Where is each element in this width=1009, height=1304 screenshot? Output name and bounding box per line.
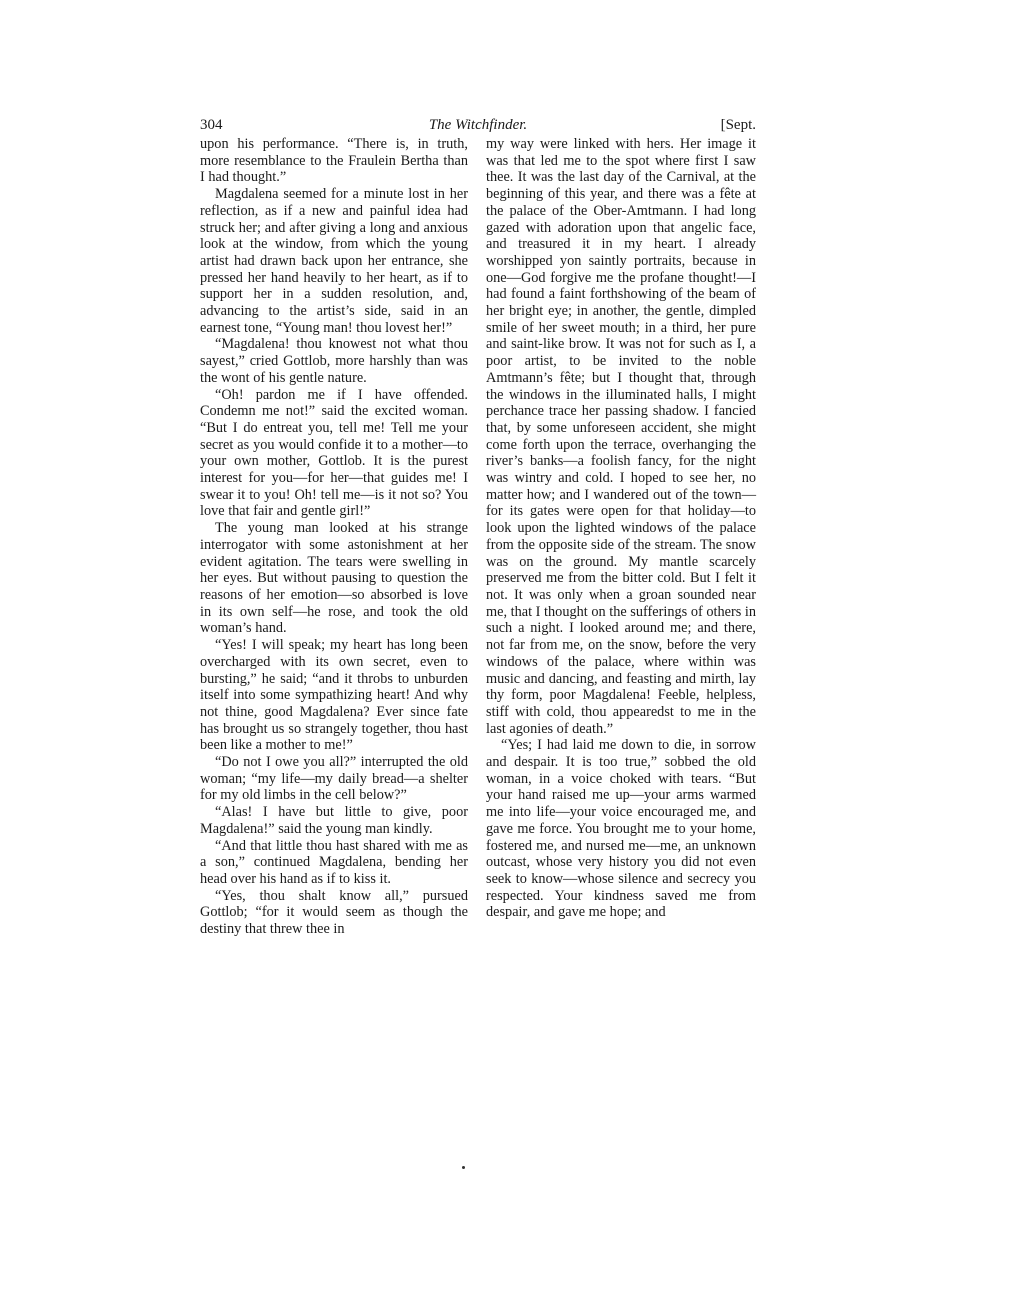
- paragraph: Magdalena seemed for a minute lost in her reflection, as if a new and painful idea had struck her; and after giving a long and anxious look at the window, from which the young artist had drawn back upon her entrance, she pressed her hand heavily to her heart, as if to support her in a sudden resolution, and, advancing to the artist’s side, said in an earnest tone, “Young man! thou lovest her!”: [200, 186, 468, 336]
- paragraph: “Do not I owe you all?” interrupted the old woman; “my life—my daily bread—a shelter for my old limbs in the cell below?”: [200, 754, 468, 804]
- paragraph: “Yes! I will speak; my heart has long been overcharged with its own secret, even to bursting,” he said; “and it throbs to unburden itself into some sympathizing heart! And why not thine, good Magdalena? Ever since fate has brought us so strangely together, thou hast been like a mother to me!”: [200, 637, 468, 754]
- paragraph: “Alas! I have but little to give, poor Magdalena!” said the young man kindly.: [200, 804, 468, 837]
- paragraph: “Yes; I had laid me down to die, in sorrow and despair. It is too true,” sobbed the old woman, in a voice choked with tears. “But your hand raised me up—your arms warmed me into life—your voice encouraged me, and gave me force. You brought me to your home, fostered me, and nursed me—me, an unknown outcast, whose very history you did not even seek to know—whose silence and secrecy you respected. Your kindness saved me from despair, and gave me hope; and: [486, 737, 756, 921]
- paragraph: my way were linked with hers. Her image it was that led me to the spot where first I saw thee. It was the last day of the Carnival, at the beginning of this year, and there was a fête at the palace of the Ober-Amtmann. I had long gazed with adoration upon that angelic face, and treasured it in my heart. I already worshipped yon saintly portraits, because in one—God forgive me the profane thought!—I had found a faint forthshowing of the beam of her bright eye; in another, the gentle, dimpled smile of her sweet mouth; in a third, her pure and saint-like brow. It was not for such as I, a poor artist, to be invited to the noble Amtmann’s fête; but I thought that, through the windows in the illuminated halls, I might perchance trace her passing shadow. I fancied that, by some unforeseen accident, she might come forth upon the terrace, overhanging the river’s banks—a foolish fancy, for the night was wintry and cold. I hoped to see her, no matter how; and I wandered out of the town—for its gates were open for that holiday—to look upon the lighted windows of the palace from the opposite side of the stream. The snow was on the ground. My mantle scarcely preserved me from the bitter cold. But I felt it not. It was only when a groan sounded near me, that I thought on the sufferings of others in such a night. I looked around me; and there, not far from me, on the snow, before the very windows of the palace, where within was music and dancing, and feasting and mirth, lay thy form, poor Magdalena! Feeble, helpless, stiff with cold, thou appearedst to me in the last agonies of death.”: [486, 136, 756, 737]
- page-header: [200, 117, 756, 137]
- issue-month: [Sept.: [720, 117, 756, 133]
- page-number: 304: [200, 117, 223, 133]
- paragraph: “Yes, thou shalt know all,” pursued Gottlob; “for it would seem as though the destiny that threw thee in: [200, 887, 468, 938]
- paragraph: “Magdalena! thou knowest not what thou sayest,” cried Gottlob, more harshly than was the wont of his gentle nature.: [200, 336, 468, 386]
- paragraph: “And that little thou hast shared with me as a son,” continued Magdalena, bending her head over his hand as if to kiss it.: [200, 837, 468, 887]
- printer-mark: [462, 1166, 465, 1169]
- left-column: [200, 136, 468, 938]
- paragraph: The young man looked at his strange interrogator with some astonishment at her evident agitation. The tears were swelling in her eyes. But without pausing to question the reasons of her emotion—so absorbed is love in its own self—he rose, and took the old woman’s hand.: [200, 520, 468, 637]
- paragraph: “Oh! pardon me if I have offended. Condemn me not!” said the excited woman. “But I do entreat you, tell me! Tell me your secret as you would confide it to a mother—to your own mother, Gottlob. It is the purest interest for you—for her—that guides me! I swear it to you! Oh! tell me—is it not so? You love that fair and gentle girl!”: [200, 386, 468, 520]
- running-title: The Witchfinder.: [428, 117, 528, 133]
- right-column: [486, 136, 756, 921]
- paragraph: upon his performance. “There is, in truth, more resemblance to the Fraulein Bertha than I had thought.”: [200, 136, 468, 186]
